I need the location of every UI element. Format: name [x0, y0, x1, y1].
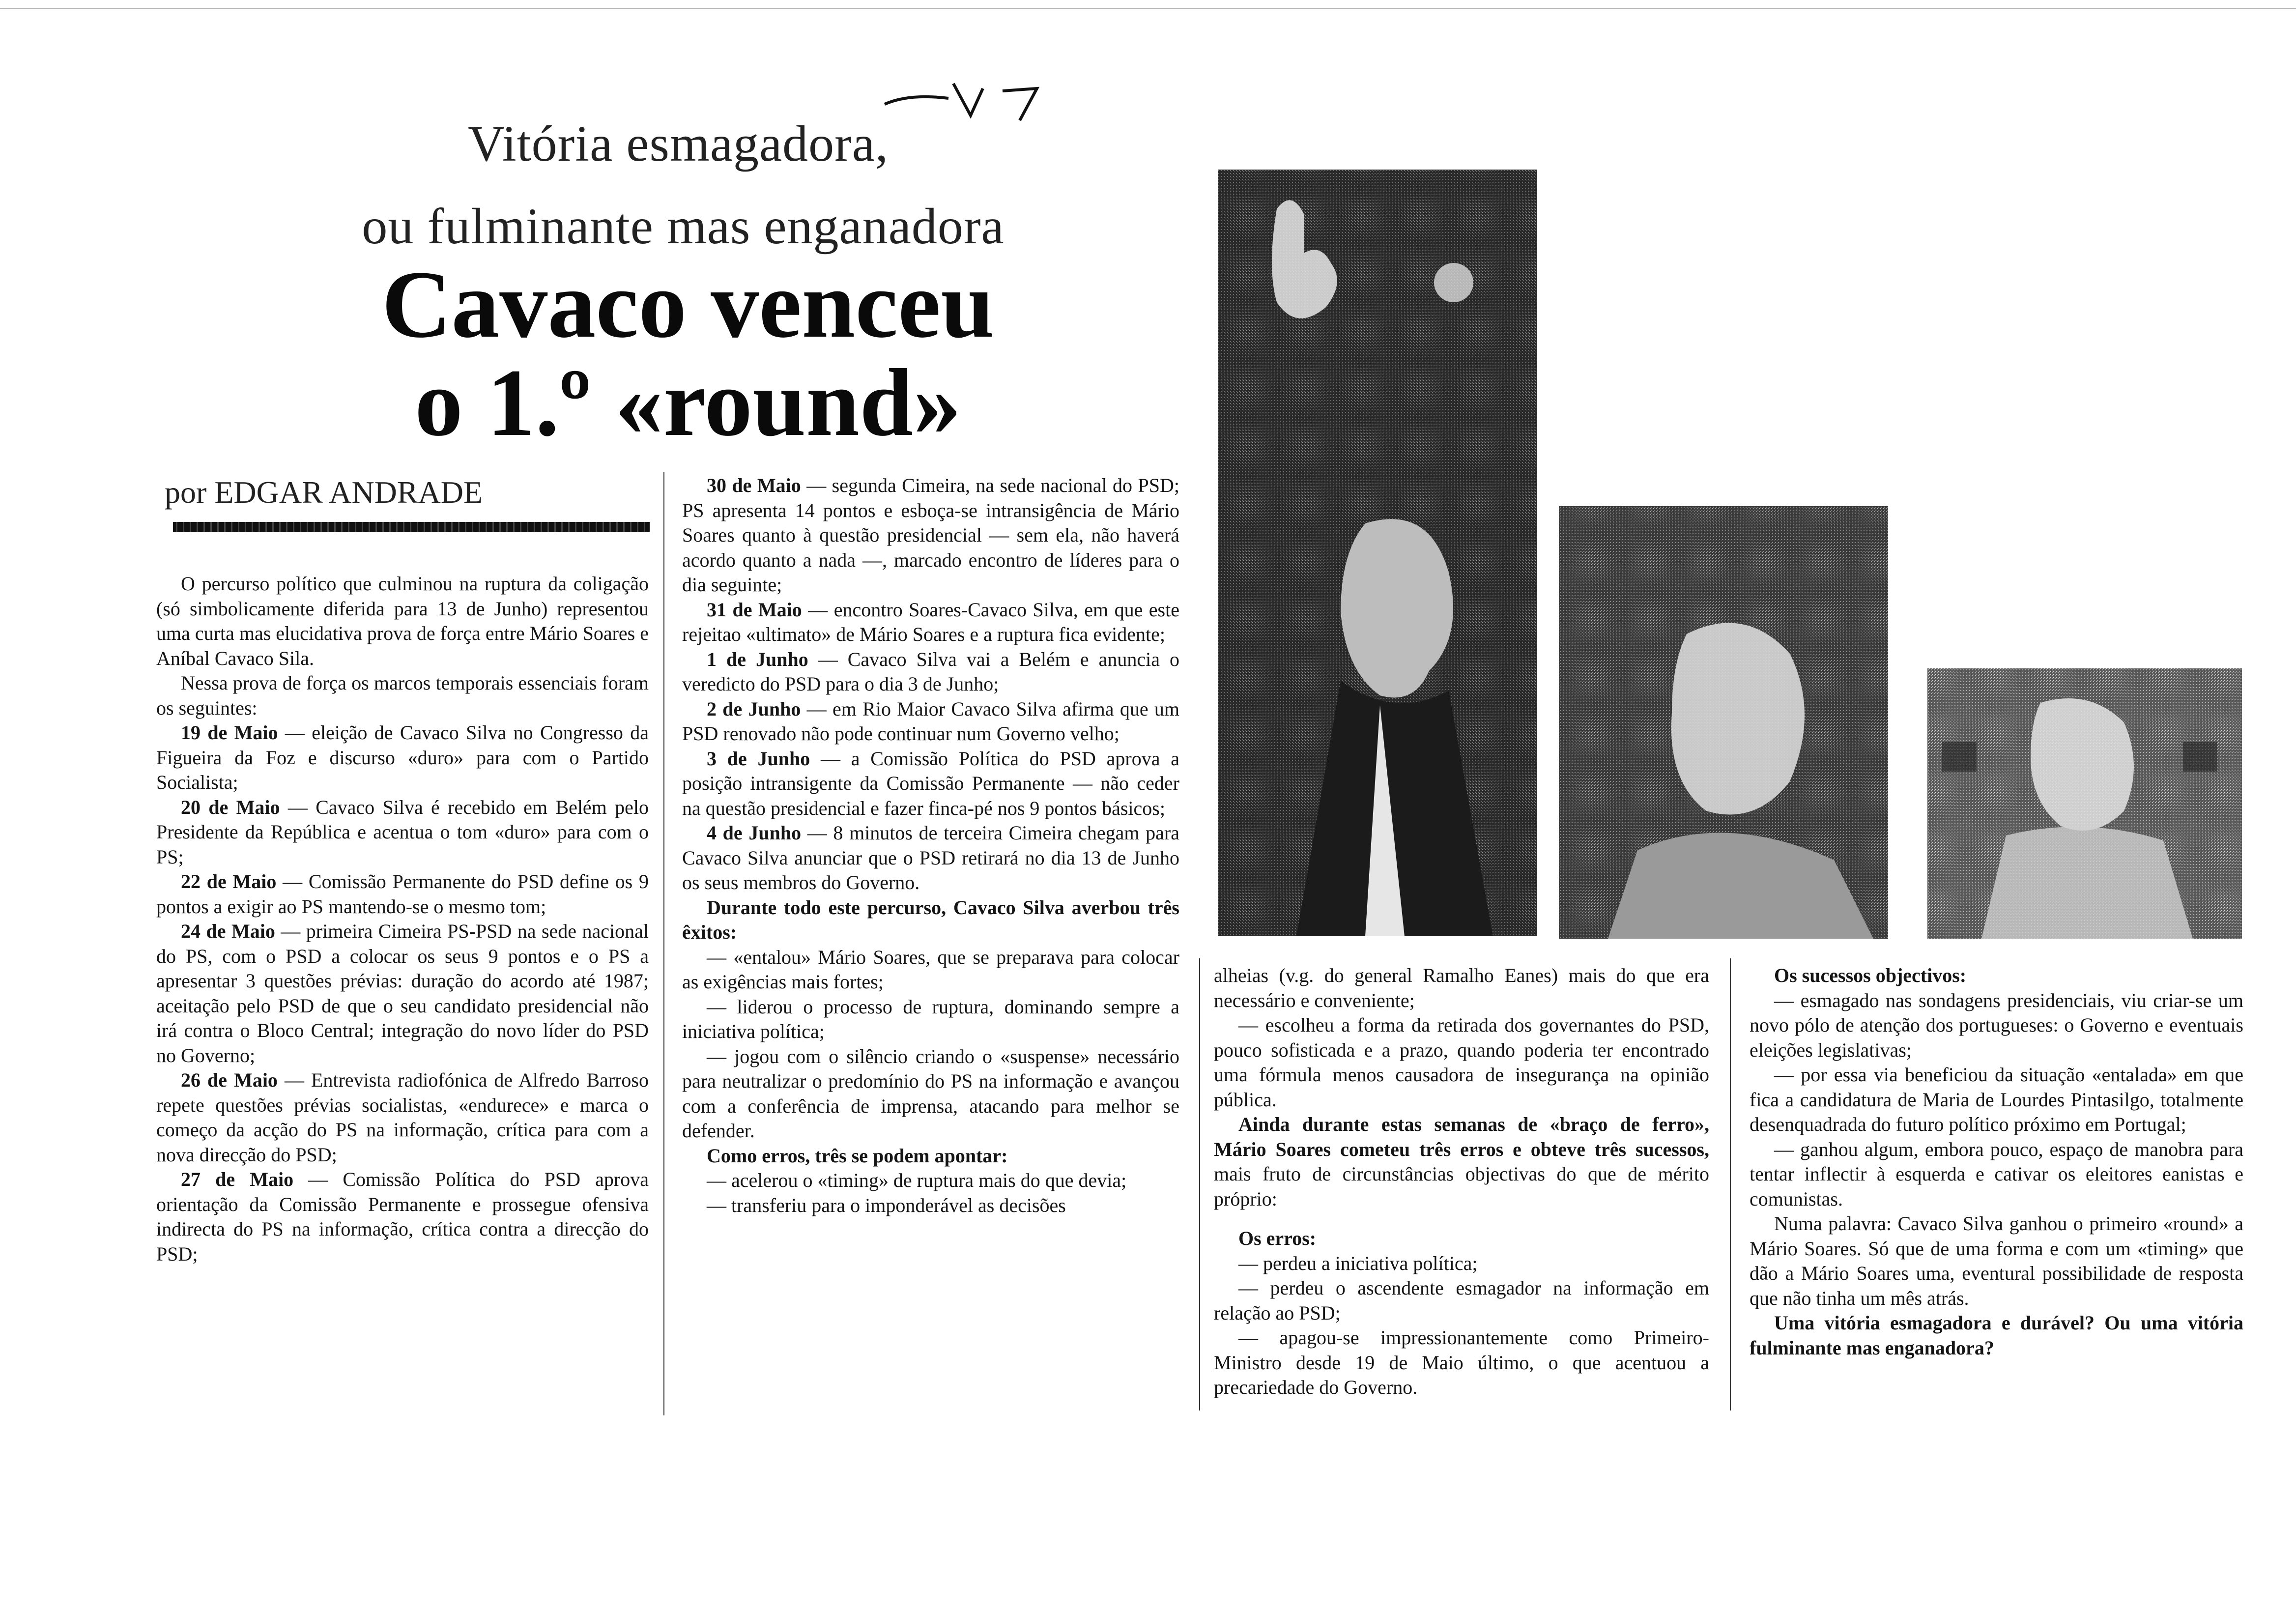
article-column-1: [156, 572, 649, 1267]
paragraph: 2 de Junho — em Rio Maior Cavaco Silva afirma que um PSD renovado não pode continuar num Governo velho;: [682, 697, 1179, 745]
paragraph: 20 de Maio — Cavaco Silva é recebido em Belém pelo Presidente da República e acentua o tom «duro» para com o PS;: [156, 796, 649, 868]
paragraph: 30 de Maio — segunda Cimeira, na sede nacional do PSD; PS apresenta 14 pontos e esboça-se intransigência de Mário Soares quanto à questão presidencial — sem ela, não haverá acordo quanto a nada —, marcado encontro de líderes para o dia seguinte;: [682, 474, 1179, 596]
paragraph: Ainda durante estas semanas de «braço de ferro», Mário Soares cometeu três erros e obteve três sucessos, mais fruto de circunstâncias objectivas do que de mérito próprio:: [1214, 1113, 1709, 1210]
subheading: Os erros:: [1238, 1227, 1317, 1249]
paragraph: 27 de Maio — Comissão Política do PSD aprova orientação da Comissão Permanente e prossegue ofensiva indirecta do PS na informação, crítica contra a direcção do PSD;: [156, 1168, 649, 1265]
paragraph: O percurso político que culminou na ruptura da coligação (só simbolicamente diferida para 13 de Junho) representou uma curta mas elucidativa prova de força entre Mário Soares e Aníbal Cavaco Sila.: [156, 573, 649, 669]
article-column-2: [682, 473, 1179, 1218]
photo-cavaco-silva: [1218, 170, 1537, 936]
byline: por EDGAR ANDRADE: [165, 475, 483, 510]
article-column-4: [1750, 963, 2243, 1360]
headline: [275, 251, 1101, 456]
paragraph: 22 de Maio — Comissão Permanente do PSD define os 9 pontos a exigir ao PS mantendo-se o mesmo tom;: [156, 870, 649, 918]
paragraph: Uma vitória esmagadora e durável? Ou uma vitória fulminante mas enganadora?: [1750, 1312, 2243, 1359]
paragraph: — jogou com o silêncio criando o «suspense» necessário para neutralizar o predomínio do PS na informação e avançou com a conferência de imprensa, atacando para melhor se defender.: [682, 1045, 1179, 1142]
column-rule: [1730, 958, 1731, 1410]
kicker-line-2: ou fulminante mas enganadora: [362, 198, 1004, 255]
paragraph: — transferiu para o imponderável as decisões: [707, 1194, 1066, 1216]
paragraph: 31 de Maio — encontro Soares-Cavaco Silva, em que este rejeitao «ultimato» de Mário Soares e a ruptura fica evidente;: [682, 598, 1179, 645]
photo-politician: [1927, 668, 2242, 939]
scan-top-edge: [0, 8, 2296, 9]
paragraph: — por essa via beneficiou da situação «entalada» em que fica a candidatura de Maria de Lourdes Pintasilgo, totalmente desenquadrada do futuro político próximo em Portugal;: [1750, 1064, 2243, 1135]
kicker-line-1: Vitória esmagadora,: [468, 115, 889, 172]
subheading: Os sucessos objectivos:: [1774, 964, 1967, 986]
paragraph: — acelerou o «timing» de ruptura mais do que devia;: [707, 1169, 1127, 1191]
paragraph: 3 de Junho — a Comissão Política do PSD aprova a posição intransigente da Comissão Permanente — não ceder na questão presidencial e fazer finca-pé nos 9 pontos básicos;: [682, 747, 1179, 819]
paragraph: — perdeu o ascendente esmagador na informação em relação ao PSD;: [1214, 1277, 1709, 1324]
column-rule: [1199, 958, 1200, 1410]
paragraph: Numa palavra: Cavaco Silva ganhou o primeiro «round» a Mário Soares. Só que de uma forma e com um «timing» que dão a Mário Soares uma, eventural possibilidade de resposta que não tinha um mês atrás.: [1750, 1212, 2243, 1309]
paragraph: — perdeu a iniciativa política;: [1238, 1252, 1478, 1274]
paragraph: — liderou o processo de ruptura, dominando sempre a iniciativa política;: [682, 995, 1179, 1042]
paragraph: 4 de Junho — 8 minutos de terceira Cimeira chegam para Cavaco Silva anunciar que o PSD retirará no dia 13 de Junho os seus membros do Governo.: [682, 822, 1179, 893]
photo-mario-soares: [1559, 506, 1888, 939]
paragraph: 24 de Maio — primeira Cimeira PS-PSD na sede nacional do PS, com o PSD a colocar os seus 9 pontos e o PS a apresentar 3 questões prévias: duração do acordo até 1987; aceitação pelo PSD de que o seu candidato presidencial não irá contra o Bloco Central; integração do novo líder do PSD no Governo;: [156, 920, 649, 1066]
paragraph: 1 de Junho — Cavaco Silva vai a Belém e anuncia o veredicto do PSD para o dia 3 de Junho;: [682, 648, 1179, 695]
paragraph: alheias (v.g. do general Ramalho Eanes) mais do que era necessário e conveniente;: [1214, 964, 1709, 1011]
paragraph: — escolheu a forma da retirada dos governantes do PSD, pouco sofisticada e a prazo, quando poderia ter encontrado uma fórmula menos causadora de insegurança na opinião pública.: [1214, 1014, 1709, 1111]
column-rule: [663, 472, 664, 1415]
paragraph: 26 de Maio — Entrevista radiofónica de Alfredo Barroso repete questões prévias socialistas, «endurece» e marca o começo da acção do PS na informação, crítica para com a nova direcção do PSD;: [156, 1069, 649, 1166]
paragraph: Como erros, três se podem apontar:: [707, 1144, 1008, 1167]
paragraph: Nessa prova de força os marcos temporais essenciais foram os seguintes:: [156, 672, 649, 719]
headline-line-2: o 1.º «round»: [414, 349, 962, 456]
paragraph: — apagou-se impressionantemente como Primeiro-Ministro desde 19 de Maio último, o que acentuou a precariedade do Governo.: [1214, 1326, 1709, 1398]
article-column-3: [1214, 963, 1709, 1400]
paragraph: — ganhou algum, embora pouco, espaço de manobra para tentar inflectir à esquerda e cativar os eleitores eanistas e comunistas.: [1750, 1138, 2243, 1210]
paragraph: 19 de Maio — eleição de Cavaco Silva no Congresso da Figueira da Foz e discurso «duro» para com o Partido Socialista;: [156, 721, 649, 793]
paragraph: Durante todo este percurso, Cavaco Silva averbou três êxitos:: [682, 896, 1179, 943]
byline-rule: [173, 522, 650, 532]
headline-line-1: Cavaco venceu: [381, 251, 995, 358]
paragraph: — «entalou» Mário Soares, que se preparava para colocar as exigências mais fortes;: [682, 946, 1179, 993]
paragraph: — esmagado nas sondagens presidenciais, viu criar-se um novo pólo de atenção dos portugueses: o Governo e eventuais eleições legislativas;: [1750, 989, 2243, 1061]
